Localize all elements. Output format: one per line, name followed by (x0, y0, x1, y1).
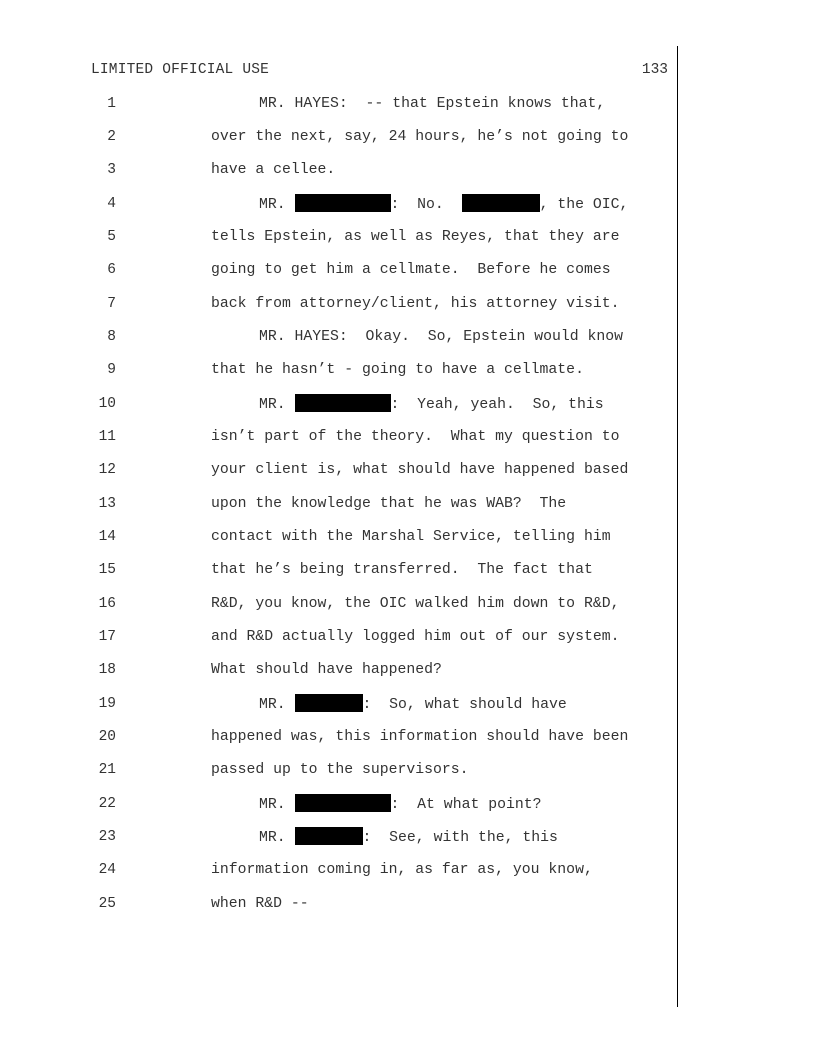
margin-rule (677, 46, 678, 1007)
transcript-line (0, 260, 676, 280)
line-text: over the next, say, 24 hours, he’s not going to (211, 129, 629, 145)
transcript-line (0, 627, 676, 647)
speaker-prefix: MR. (259, 830, 295, 846)
line-text: tells Epstein, as well as Reyes, that they are (211, 229, 620, 245)
transcript-line (0, 594, 676, 614)
line-text-rest: : See, with the, this (362, 830, 558, 846)
line-text: information coming in, as far as, you know, (211, 862, 593, 878)
line-number: 18 (98, 662, 116, 678)
transcript-line (0, 494, 676, 514)
speaker-prefix: MR. (259, 797, 295, 813)
line-text: passed up to the supervisors. (211, 762, 469, 778)
line-number: 15 (98, 562, 116, 578)
line-text (259, 694, 567, 715)
transcript-line (0, 160, 676, 180)
transcript-line (0, 694, 676, 714)
line-text-rest: , the OIC, (539, 197, 629, 213)
line-text (259, 827, 558, 848)
redaction-box (462, 194, 540, 212)
line-number: 2 (107, 129, 116, 145)
line-number: 23 (98, 829, 116, 845)
transcript-line (0, 560, 676, 580)
line-number: 3 (107, 162, 116, 178)
line-text (259, 194, 628, 215)
line-number: 12 (98, 462, 116, 478)
line-text-rest: : At what point? (390, 797, 542, 813)
line-text-rest: : So, what should have (362, 697, 567, 713)
transcript-line (0, 727, 676, 747)
line-text: that he hasn’t - going to have a cellmate. (211, 362, 584, 378)
transcript-line (0, 794, 676, 814)
line-number: 21 (98, 762, 116, 778)
line-text: What should have happened? (211, 662, 442, 678)
line-number: 7 (107, 296, 116, 312)
line-text: that he’s being transferred. The fact that (211, 562, 593, 578)
line-number: 25 (98, 896, 116, 912)
redaction-box (295, 394, 391, 412)
line-text: your client is, what should have happened based (211, 462, 629, 478)
redaction-box (295, 827, 363, 845)
transcript-line (0, 327, 676, 347)
transcript-line (0, 760, 676, 780)
speaker-prefix: MR. (259, 697, 295, 713)
line-text-middle: : No. (390, 197, 462, 213)
line-number: 9 (107, 362, 116, 378)
line-text-rest: : Yeah, yeah. So, this (390, 397, 604, 413)
line-number: 6 (107, 262, 116, 278)
redaction-box (295, 194, 391, 212)
line-text: upon the knowledge that he was WAB? The (211, 496, 567, 512)
line-text: isn’t part of the theory. What my question to (211, 429, 620, 445)
line-number: 5 (107, 229, 116, 245)
line-number: 11 (98, 429, 116, 445)
line-number: 16 (98, 596, 116, 612)
page-number: 133 (641, 62, 668, 78)
line-number: 19 (98, 696, 116, 712)
line-text: MR. HAYES: Okay. So, Epstein would know (259, 329, 624, 345)
transcript-line (0, 194, 676, 214)
classification-header: LIMITED OFFICIAL USE (91, 62, 270, 78)
line-text: have a cellee. (211, 162, 336, 178)
transcript-line (0, 894, 676, 914)
line-number: 22 (98, 796, 116, 812)
redaction-box (295, 794, 391, 812)
line-text: when R&D -- (211, 896, 309, 912)
line-number: 17 (98, 629, 116, 645)
line-text: going to get him a cellmate. Before he comes (211, 262, 611, 278)
transcript-line (0, 394, 676, 414)
transcript-line (0, 427, 676, 447)
line-number: 13 (98, 496, 116, 512)
redaction-box (295, 694, 363, 712)
transcript-line (0, 660, 676, 680)
line-number: 1 (107, 96, 116, 112)
line-text (259, 794, 541, 815)
line-number: 4 (107, 196, 116, 212)
line-number: 24 (98, 862, 116, 878)
transcript-line (0, 827, 676, 847)
line-text: back from attorney/client, his attorney visit. (211, 296, 620, 312)
transcript-line (0, 460, 676, 480)
line-text: R&D, you know, the OIC walked him down to R&D, (211, 596, 620, 612)
transcript-line (0, 360, 676, 380)
line-number: 20 (98, 729, 116, 745)
transcript-line (0, 227, 676, 247)
line-number: 8 (107, 329, 116, 345)
line-text (259, 394, 604, 415)
transcript-line (0, 294, 676, 314)
transcript-line (0, 527, 676, 547)
line-text: MR. HAYES: -- that Epstein knows that, (259, 96, 606, 112)
line-number: 10 (98, 396, 116, 412)
transcript-line (0, 860, 676, 880)
line-text: contact with the Marshal Service, telling him (211, 529, 611, 545)
speaker-prefix: MR. (259, 397, 295, 413)
line-text: happened was, this information should have been (211, 729, 629, 745)
line-text: and R&D actually logged him out of our system. (211, 629, 620, 645)
speaker-prefix: MR. (259, 197, 295, 213)
transcript-line (0, 127, 676, 147)
transcript-line (0, 94, 676, 114)
line-number: 14 (98, 529, 116, 545)
